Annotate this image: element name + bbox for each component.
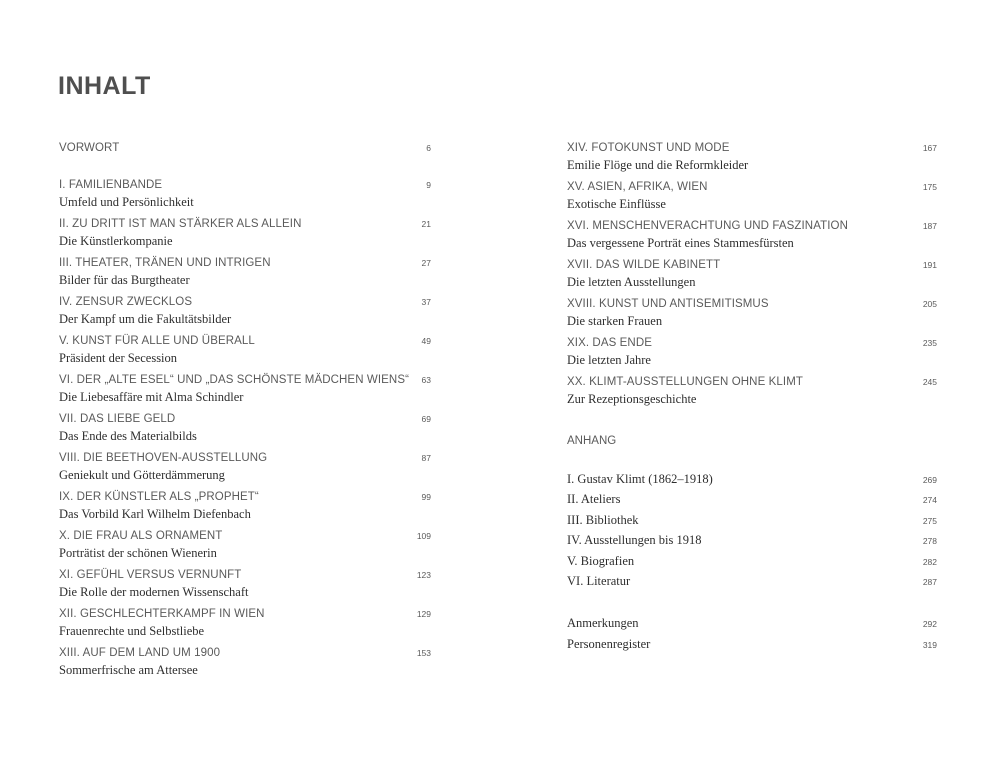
chapter-subtitle: Die letzten Ausstellungen <box>567 275 696 289</box>
chapter-title: XV. ASIEN, AFRIKA, WIEN <box>567 181 708 193</box>
chapter-subtitle: Bilder für das Burgtheater <box>59 273 190 287</box>
chapter-title: XI. GEFÜHL VERSUS VERNUNFT <box>59 569 242 581</box>
chapter-title: X. DIE FRAU ALS ORNAMENT <box>59 530 223 542</box>
page-number: 69 <box>421 414 431 424</box>
chapter-subtitle: Porträtist der schönen Wienerin <box>59 546 217 560</box>
chapter-title: III. THEATER, TRÄNEN UND INTRIGEN <box>59 257 271 269</box>
chapter-subtitle: Die Rolle der modernen Wissenschaft <box>59 585 249 599</box>
page-number: 129 <box>416 609 431 619</box>
appendix-item-label: I. Gustav Klimt (1862–1918) <box>567 472 713 486</box>
page-number: 49 <box>421 336 431 346</box>
page-number: 21 <box>421 219 431 229</box>
chapter-subtitle: Die Künstlerkompanie <box>59 234 173 248</box>
page-number: 245 <box>922 377 937 387</box>
chapter-title: XX. KLIMT-AUSSTELLUNGEN OHNE KLIMT <box>567 376 804 388</box>
page-number: 6 <box>426 143 431 153</box>
chapter-title: XVIII. KUNST UND ANTISEMITISMUS <box>567 298 769 310</box>
page-title: INHALT <box>58 72 151 100</box>
page-number: 191 <box>922 260 937 270</box>
chapter-subtitle: Geniekult und Götterdämmerung <box>59 468 225 482</box>
page-number: 187 <box>922 221 937 231</box>
chapter-subtitle: Umfeld und Persönlichkeit <box>59 195 194 209</box>
page-number: 27 <box>421 258 431 268</box>
page-number: 292 <box>922 619 937 629</box>
chapter-subtitle: Frauenrechte und Selbstliebe <box>59 624 205 638</box>
page-number: 153 <box>416 648 431 658</box>
chapter-title: XII. GESCHLECHTERKAMPF IN WIEN <box>59 608 265 620</box>
page-number: 235 <box>922 338 937 348</box>
chapter-title: XIII. AUF DEM LAND UM 1900 <box>59 647 221 659</box>
chapter-subtitle: Das vergessene Porträt eines Stammesfürsten <box>567 236 794 250</box>
chapter-title: VI. DER „ALTE ESEL“ UND „DAS SCHÖNSTE MÄDCHEN WIENS“ <box>59 374 410 386</box>
page-number: 282 <box>922 557 937 567</box>
page-number: 275 <box>922 516 937 526</box>
chapter-subtitle: Sommerfrische am Attersee <box>59 663 198 677</box>
page-number: 99 <box>421 492 431 502</box>
chapter-title: II. ZU DRITT IST MAN STÄRKER ALS ALLEIN <box>59 218 302 230</box>
chapter-subtitle: Die letzten Jahre <box>567 353 651 367</box>
chapter-subtitle: Die Liebesaffäre mit Alma Schindler <box>59 390 244 404</box>
page-number: 87 <box>421 453 431 463</box>
chapter-subtitle: Die starken Frauen <box>567 314 663 328</box>
page-number: 167 <box>922 143 937 153</box>
page-number: 37 <box>421 297 431 307</box>
chapter-subtitle: Das Vorbild Karl Wilhelm Diefenbach <box>59 507 251 521</box>
chapter-title: XVII. DAS WILDE KABINETT <box>567 259 721 271</box>
appendix-item-label: IV. Ausstellungen bis 1918 <box>567 533 702 547</box>
appendix-item-label: Personenregister <box>567 637 651 651</box>
chapter-subtitle: Der Kampf um die Fakultätsbilder <box>59 312 232 326</box>
page-number: 269 <box>922 475 937 485</box>
appendix-item-label: III. Bibliothek <box>567 513 639 527</box>
chapter-subtitle: Emilie Flöge und die Reformkleider <box>567 158 749 172</box>
chapter-title: I. FAMILIENBANDE <box>59 179 163 191</box>
chapter-title: XIX. DAS ENDE <box>567 337 653 349</box>
appendix-item-label: II. Ateliers <box>567 492 621 506</box>
chapter-subtitle: Exotische Einflüsse <box>567 197 666 211</box>
chapter-title: IV. ZENSUR ZWECKLOS <box>59 296 193 308</box>
appendix-item-label: VI. Literatur <box>567 574 631 588</box>
chapter-subtitle: Präsident der Secession <box>59 351 178 365</box>
chapter-title: VIII. DIE BEETHOVEN-AUSSTELLUNG <box>59 452 268 464</box>
page-number: 274 <box>922 495 937 505</box>
page-number: 205 <box>922 299 937 309</box>
page-number: 63 <box>421 375 431 385</box>
page-number: 109 <box>416 531 431 541</box>
chapter-title: VORWORT <box>59 142 120 154</box>
chapter-subtitle: Zur Rezeptionsgeschichte <box>567 392 697 406</box>
appendix-item-label: Anmerkungen <box>567 616 639 630</box>
chapter-title: VII. DAS LIEBE GELD <box>59 413 176 425</box>
page-number: 175 <box>922 182 937 192</box>
chapter-subtitle: Das Ende des Materialbilds <box>59 429 197 443</box>
chapter-title: V. KUNST FÜR ALLE UND ÜBERALL <box>59 335 255 347</box>
chapter-title: IX. DER KÜNSTLER ALS „PROPHET“ <box>59 491 259 503</box>
page-number: 319 <box>922 640 937 650</box>
page-number: 287 <box>922 577 937 587</box>
page-number: 9 <box>426 180 431 190</box>
page-number: 278 <box>922 536 937 546</box>
chapter-title: XVI. MENSCHENVERACHTUNG UND FASZINATION <box>567 220 848 232</box>
appendix-heading: ANHANG <box>567 435 617 447</box>
appendix-item-label: V. Biografien <box>567 554 635 568</box>
chapter-title: XIV. FOTOKUNST UND MODE <box>567 142 730 154</box>
page-number: 123 <box>416 570 431 580</box>
